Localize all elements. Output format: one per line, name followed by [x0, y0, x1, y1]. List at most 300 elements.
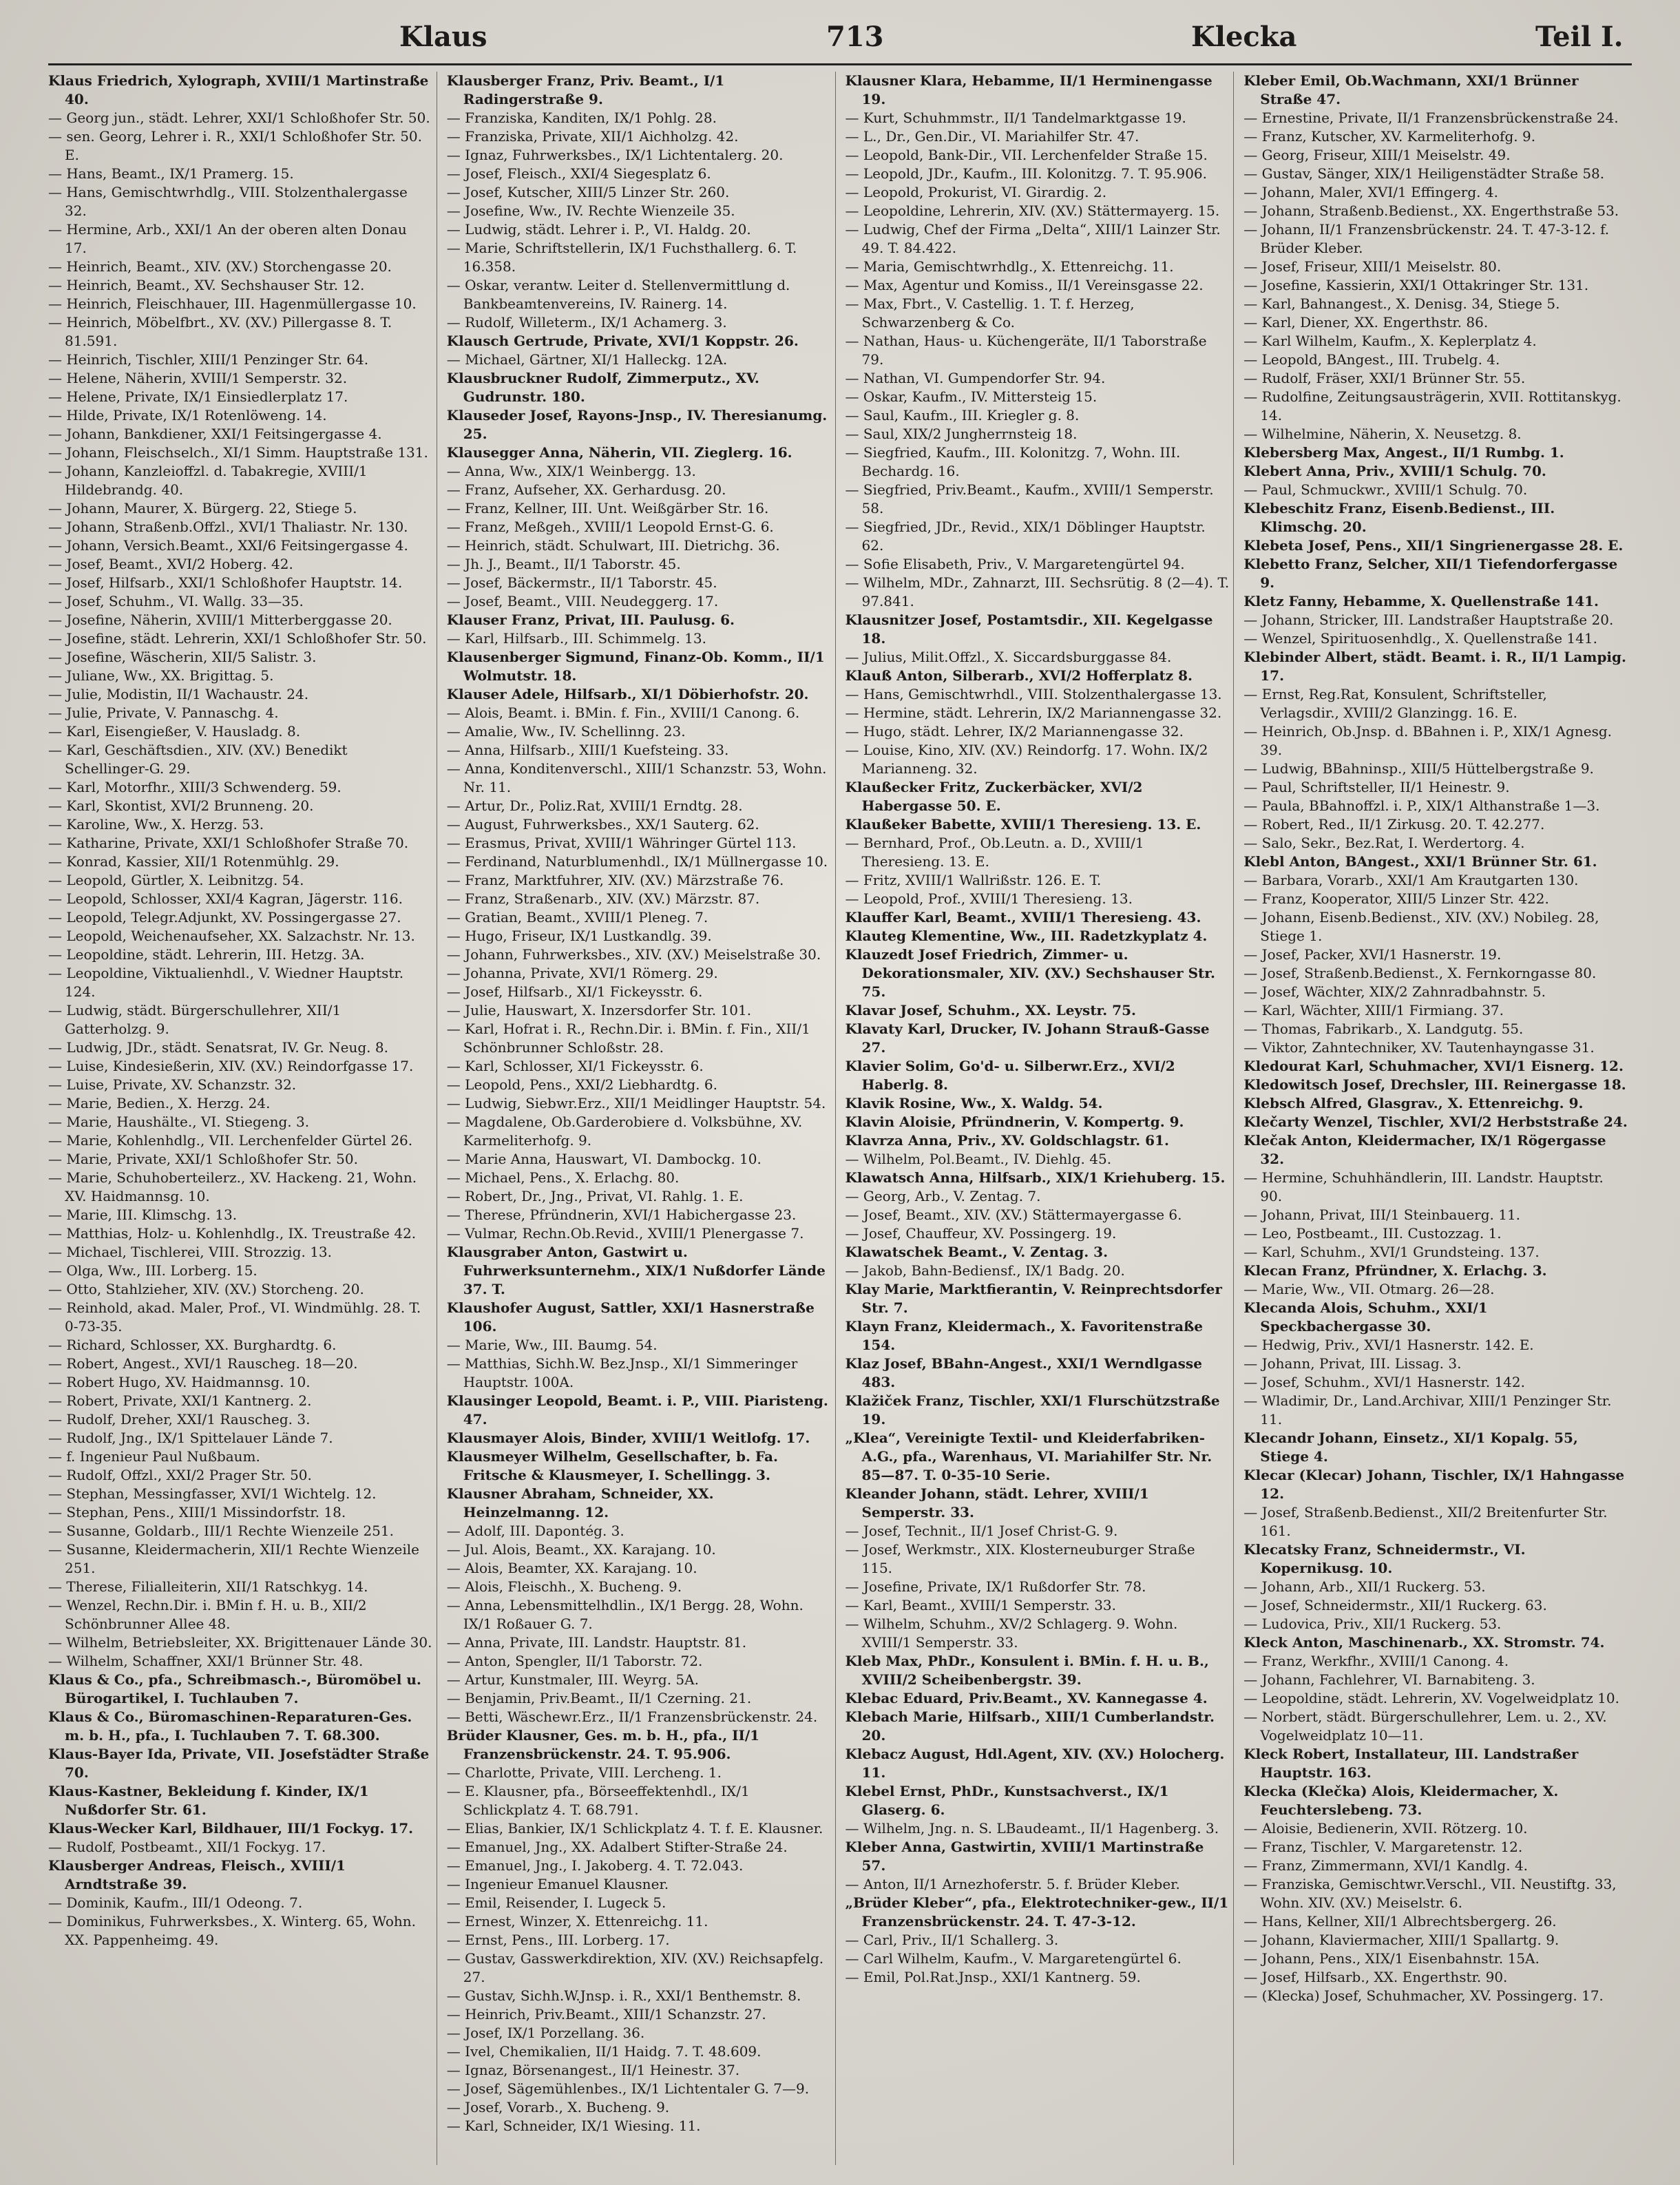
directory-entry: — Josef, Hilfsarb., XX. Engerthstr. 90. [1243, 1969, 1508, 1985]
directory-entry: — Karl, Hilfsarb., III. Schimmelg. 13. [446, 630, 706, 647]
part-label: Teil I. [1535, 21, 1624, 53]
directory-entry: — Georg jun., städt. Lehrer, XXI/1 Schloßhofer Str. 50. [48, 109, 430, 126]
directory-entry: — Heinrich, Ob.Jnsp. d. BBahnen i. P., XIX/1 Agnesg. 39. [1243, 723, 1612, 758]
directory-entry: — Josef, Werkmstr., XIX. Klosterneuburger Straße 115. [845, 1541, 1195, 1576]
directory-entry: — Rudolf, Dreher, XXI/1 Rauscheg. 3. [48, 1411, 311, 1428]
directory-entry: — Louise, Kino, XIV. (XV.) Reindorfg. 17. Wohn. IX/2 Marianneng. 32. [845, 742, 1208, 777]
directory-entry: — Josef, Straßenb.Bedienst., X. Fernkorngasse 80. [1243, 965, 1597, 981]
directory-entry: — Josef, Kutscher, XIII/5 Linzer Str. 260. [446, 184, 730, 200]
directory-entry: — Franziska, Kanditen, IX/1 Pohlg. 28. [446, 109, 717, 126]
directory-entry: Klecanda Alois, Schuhm., XXI/1 Speckbachergasse 30. [1243, 1299, 1488, 1335]
directory-entry: — Julius, Milit.Offzl., X. Siccardsburggasse 84. [845, 649, 1172, 665]
directory-entry: — Helene, Näherin, XVIII/1 Semperstr. 32. [48, 370, 348, 386]
directory-entry: — sen. Georg, Lehrer i. R., XXI/1 Schloßhofer Str. 50. E. [48, 128, 423, 163]
directory-entry: — Karl, Diener, XX. Engerthstr. 86. [1243, 314, 1489, 331]
directory-entry: — Ernest, Winzer, X. Ettenreichg. 11. [446, 1913, 708, 1930]
directory-entry: — Therese, Filialleiterin, XII/1 Ratschkyg. 14. [48, 1578, 368, 1595]
directory-entry: — Franz, Kellner, III. Unt. Weißgärber Str. 16. [446, 500, 769, 516]
directory-entry: Klay Marie, Marktfierantin, V. Reinprechtsdorfer Str. 7. [845, 1281, 1222, 1316]
directory-entry: Klawatschek Beamt., V. Zentag. 3. [845, 1244, 1109, 1260]
directory-entry: — Luise, Private, XV. Schanzstr. 32. [48, 1076, 297, 1093]
directory-entry: — Leopold, Prokurist, VI. Girardig. 2. [845, 184, 1107, 200]
directory-entry: Klecandr Johann, Einsetz., XI/1 Kopalg. 55, Stiege 4. [1243, 1430, 1578, 1465]
directory-entry: — Jakob, Bahn-Bediensf., IX/1 Badg. 20. [845, 1262, 1125, 1279]
directory-entry: — Josef, Vorarb., X. Bucheng. 9. [446, 2099, 670, 2115]
directory-entry: — Josef, Beamt., XVI/2 Hoberg. 42. [48, 556, 293, 572]
directory-entry: Klavar Josef, Schuhm., XX. Leystr. 75. [845, 1002, 1136, 1018]
directory-entry: — Karl, Hofrat i. R., Rechn.Dir. i. BMin. f. Fin., XII/1 Schönbrunner Schloßstr. 28. [446, 1021, 810, 1056]
directory-entry: Klaus-Kastner, Bekleidung f. Kinder, IX/1 Nußdorfer Str. 61. [48, 1783, 369, 1818]
directory-entry: — Rudolfine, Zeitungsausträgerin, XVII. Rottitanskyg. 14. [1243, 388, 1621, 424]
directory-entry: Klausgraber Anton, Gastwirt u. Fuhrwerksunternehm., XIX/1 Nußdorfer Lände 37. T. [446, 1244, 826, 1297]
directory-entry: — Ivel, Chemikalien, II/1 Haidg. 7. T. 48.609. [446, 2043, 762, 2060]
directory-entry: — Konrad, Kassier, XII/1 Rotenmühlg. 29. [48, 853, 339, 870]
directory-entry: — f. Ingenieur Paul Nußbaum. [48, 1448, 260, 1465]
column-2 [447, 72, 836, 2165]
directory-entry: — Karl, Eisengießer, V. Hausladg. 8. [48, 723, 301, 740]
directory-entry: — Norbert, städt. Bürgerschullehrer, Lem. u. 2., XV. Vogelweidplatz 10—11. [1243, 1708, 1607, 1744]
directory-entry: — Juliane, Ww., XX. Brigittag. 5. [48, 667, 274, 684]
directory-entry: — Georg, Arb., V. Zentag. 7. [845, 1188, 1041, 1204]
directory-entry: — Matthias, Sichh.W. Bez.Jnsp., XI/1 Simmeringer Hauptstr. 100A. [446, 1355, 798, 1390]
directory-entry: Kleber Emil, Ob.Wachmann, XXI/1 Brünner Straße 47. [1243, 72, 1579, 107]
directory-entry: — Josef, Beamt., VIII. Neudeggerg. 17. [446, 593, 719, 609]
directory-entry: — Jul. Alois, Beamt., XX. Karajang. 10. [446, 1541, 716, 1558]
directory-entry: — Josef, Hilfsarb., XI/1 Fickeysstr. 6. [446, 983, 703, 1000]
directory-entry: — Karl, Skontist, XVI/2 Brunneng. 20. [48, 797, 314, 814]
directory-entry: Klauseder Josef, Rayons-Jnsp., IV. Theresianumg. 25. [446, 407, 828, 442]
directory-entry: — Franziska, Private, XII/1 Aichholzg. 42. [446, 128, 739, 145]
directory-entry: Klavrza Anna, Priv., XV. Goldschlagstr. 61. [845, 1132, 1169, 1149]
directory-entry: Klaußeker Babette, XVIII/1 Theresieng. 13. E. [845, 816, 1201, 833]
header-rule [48, 63, 1632, 65]
directory-entry: — Johann, Privat, III. Lissag. 3. [1243, 1355, 1462, 1372]
directory-entry: — Wilhelmine, Näherin, X. Neusetzg. 8. [1243, 426, 1522, 442]
directory-entry: — Betti, Wäschewr.Erz., II/1 Franzensbrückenstr. 24. [446, 1708, 818, 1725]
directory-entry: — Josef, Chauffeur, XV. Possingerg. 19. [845, 1225, 1117, 1242]
directory-entry: — Karl, Schneider, IX/1 Wiesing. 11. [446, 2118, 701, 2134]
directory-entry: — Anton, II/1 Arnezhoferstr. 5. f. Brüder Kleber. [845, 1876, 1180, 1892]
directory-entry: — Rudolf, Jng., IX/1 Spittelauer Lände 7. [48, 1430, 333, 1446]
directory-entry: — Leopold, Bank-Dir., VII. Lerchenfelder Straße 15. [845, 147, 1208, 163]
directory-entry: Klausner Abraham, Schneider, XX. Heinzelmanng. 12. [446, 1485, 714, 1520]
directory-entry: Klecan Franz, Pfründner, X. Erlachg. 3. [1243, 1262, 1547, 1279]
directory-entry: — Ingenieur Emanuel Klausner. [446, 1876, 669, 1892]
directory-entry: — Karl, Beamt., XVIII/1 Semperstr. 33. [845, 1597, 1117, 1613]
directory-entry: — Hermine, Arb., XXI/1 An der oberen alten Donau 17. [48, 221, 407, 256]
directory-entry: — Franz, Werkfhr., XVIII/1 Canong. 4. [1243, 1653, 1509, 1669]
directory-entry: — Karl, Schlosser, XI/1 Fickeysstr. 6. [446, 1058, 704, 1074]
directory-entry: — Therese, Pfründnerin, XVI/1 Habichergasse 23. [446, 1206, 797, 1223]
directory-entry: Klausner Klara, Hebamme, II/1 Herminengasse 19. [845, 72, 1212, 107]
directory-entry: — Oskar, verantw. Leiter d. Stellenvermittlung d. Bankbeamtenvereins, IV. Rainerg. 14. [446, 277, 790, 312]
directory-entry: Klebel Ernst, PhDr., Kunstsachverst., IX/1 Glaserg. 6. [845, 1783, 1169, 1818]
directory-entry: — Ludwig, städt. Bürgerschullehrer, XII/1 Gatterholzg. 9. [48, 1002, 342, 1037]
directory-entry: — Josef, Schuhm., XVI/1 Hasnerstr. 142. [1243, 1374, 1525, 1390]
directory-entry: — Stephan, Messingfasser, XVI/1 Wichtelg. 12. [48, 1485, 377, 1502]
directory-entry: — Leopoldine, städt. Lehrerin, III. Hetzg. 3A. [48, 946, 365, 963]
directory-entry: Klawatsch Anna, Hilfsarb., XIX/1 Kriehuberg. 15. [845, 1169, 1226, 1186]
directory-entry: — Paul, Schriftsteller, II/1 Heinestr. 9. [1243, 779, 1510, 795]
directory-entry: — Helene, Private, IX/1 Einsiedlerplatz 17. [48, 388, 348, 405]
directory-entry: — Hilde, Private, IX/1 Rotenlöweng. 14. [48, 407, 327, 424]
directory-entry: — Johann, Fleischselch., XI/1 Simm. Hauptstraße 131. [48, 444, 428, 461]
directory-entry: — Hans, Kellner, XII/1 Albrechtsbergerg. 26. [1243, 1913, 1557, 1930]
directory-entry: — Franz, Kooperator, XIII/5 Linzer Str. 422. [1243, 890, 1549, 907]
directory-entry: — Salo, Sekr., Bez.Rat, I. Werdertorg. 4. [1243, 835, 1525, 851]
directory-entry: — Rudolf, Fräser, XXI/1 Brünner Str. 55. [1243, 370, 1526, 386]
directory-entry: — Ernestine, Private, II/1 Franzensbrückenstraße 24. [1243, 109, 1619, 126]
directory-entry: — Charlotte, Private, VIII. Lercheng. 1. [446, 1764, 722, 1781]
directory-entry: — Wilhelm, Jng. n. S. LBaudeamt., II/1 Hagenberg. 3. [845, 1820, 1219, 1837]
directory-entry: — Saul, XIX/2 Jungherrnsteig 18. [845, 426, 1078, 442]
directory-entry: — Emanuel, Jng., I. Jakoberg. 4. T. 72.043. [446, 1857, 744, 1874]
directory-entry: — Max, Agentur und Komiss., II/1 Vereinsgasse 22. [845, 277, 1204, 293]
directory-entry: — Ernst, Pens., III. Lorberg. 17. [446, 1932, 670, 1948]
directory-entry: — Ignaz, Börsenangest., II/1 Heinestr. 37. [446, 2062, 740, 2078]
directory-entry: — Ludwig, Chef der Firma „Delta“, XIII/1 Lainzer Str. 49. T. 84.422. [845, 221, 1221, 256]
directory-entry: — Marie, Bedien., X. Herzg. 24. [48, 1095, 271, 1111]
directory-entry: — Josef, Schuhm., VI. Wallg. 33—35. [48, 593, 304, 609]
directory-entry: — Reinhold, akad. Maler, Prof., VI. Windmühlg. 28. T. 0-73-35. [48, 1299, 421, 1335]
directory-entry: — Jh. J., Beamt., II/1 Taborstr. 45. [446, 556, 681, 572]
directory-entry: — Emil, Pol.Rat.Jnsp., XXI/1 Kantnerg. 59. [845, 1969, 1141, 1985]
directory-entry: — Heinrich, Tischler, XIII/1 Penzinger Str. 64. [48, 351, 369, 368]
directory-entry: — Wilhelm, Schaffner, XXI/1 Brünner Str. 48. [48, 1653, 364, 1669]
directory-entry: Klecka (Klečka) Alois, Kleidermacher, X. Feuchterslebeng. 73. [1243, 1783, 1559, 1818]
directory-entry: — Hugo, Friseur, IX/1 Lustkandlg. 39. [446, 928, 712, 944]
directory-entry: — Hans, Gemischtwrhdl., VIII. Stolzenthalergasse 13. [845, 686, 1222, 702]
directory-entry: Klaußecker Fritz, Zuckerbäcker, XVI/2 Habergasse 50. E. [845, 779, 1143, 814]
directory-entry: — Johann, Pens., XIX/1 Eisenbahnstr. 15A. [1243, 1950, 1540, 1967]
directory-entry: — Erasmus, Privat, XVIII/1 Währinger Gürtel 113. [446, 835, 797, 851]
directory-entry: — Marie, Schriftstellerin, IX/1 Fuchsthallerg. 6. T. 16.358. [446, 240, 797, 275]
directory-entry: — Marie Anna, Hauswart, VI. Dambockg. 10. [446, 1151, 762, 1167]
directory-entry: Klebach Marie, Hilfsarb., XIII/1 Cumberlandstr. 20. [845, 1708, 1215, 1744]
directory-entry: Klavin Aloisie, Pfründnerin, V. Kompertg. 9. [845, 1114, 1184, 1130]
directory-entry: — Amalie, Ww., IV. Schellinng. 23. [446, 723, 686, 740]
directory-entry: — Josef, Beamt., XIV. (XV.) Stättermayergasse 6. [845, 1206, 1182, 1223]
directory-entry: — Adolf, III. Dapontég. 3. [446, 1523, 624, 1539]
directory-entry: Klauß Anton, Silberarb., XVI/2 Hofferplatz 8. [845, 667, 1193, 684]
directory-entry: — Julie, Hauswart, X. Inzersdorfer Str. 101. [446, 1002, 752, 1018]
directory-entry: — Ludwig, Siebwr.Erz., XII/1 Meidlinger Hauptstr. 54. [446, 1095, 826, 1111]
directory-entry: Klauser Adele, Hilfsarb., XI/1 Döbierhofstr. 20. [446, 686, 809, 702]
directory-entry: — Marie, III. Klimschg. 13. [48, 1206, 238, 1223]
directory-entry: — Johann, II/1 Franzensbrückenstr. 24. T. 47-3-12. f. Brüder Kleber. [1243, 221, 1610, 256]
directory-entry: — Olga, Ww., III. Lorberg. 15. [48, 1262, 258, 1279]
directory-entry: — Maria, Gemischtwrhdlg., X. Ettenreichg. 11. [845, 258, 1174, 275]
directory-entry: — Heinrich, Fleischhauer, III. Hagenmüllergasse 10. [48, 295, 417, 312]
directory-entry: — Rudolf, Postbeamt., XII/1 Fockyg. 17. [48, 1839, 326, 1855]
directory-entry: — (Klecka) Josef, Schuhmacher, XV. Possingerg. 17. [1243, 1987, 1604, 2004]
directory-entry: — Karl, Motorfhr., XIII/3 Schwenderg. 59. [48, 779, 342, 795]
directory-entry: — Robert, Dr., Jng., Privat, VI. Rahlg. 1. E. [446, 1188, 744, 1204]
directory-entry: Klauffer Karl, Beamt., XVIII/1 Theresieng. 43. [845, 909, 1201, 926]
directory-entry: Klebacz August, Hdl.Agent, XIV. (XV.) Holocherg. 11. [845, 1746, 1225, 1781]
directory-entry: — Rudolf, Willeterm., IX/1 Achamerg. 3. [446, 314, 727, 331]
directory-entry: — Alois, Fleischh., X. Bucheng. 9. [446, 1578, 682, 1595]
directory-entry: Kleck Anton, Maschinenarb., XX. Stromstr. 74. [1243, 1634, 1605, 1651]
directory-entry: Klebersberg Max, Angest., II/1 Rumbg. 1. [1243, 444, 1564, 461]
directory-entry: — Leopoldine, städt. Lehrerin, XV. Vogelweidplatz 10. [1243, 1690, 1619, 1706]
directory-entry: — Emanuel, Jng., XX. Adalbert Stifter-Straße 24. [446, 1839, 788, 1855]
page-number: 713 [826, 21, 884, 53]
directory-entry: — Johann, Arb., XII/1 Ruckerg. 53. [1243, 1578, 1486, 1595]
directory-entry: — Leopold, Gürtler, X. Leibnitzg. 54. [48, 872, 304, 888]
directory-entry: Kleander Johann, städt. Lehrer, XVIII/1 Semperstr. 33. [845, 1485, 1149, 1520]
directory-entry: — Sofie Elisabeth, Priv., V. Margaretengürtel 94. [845, 556, 1185, 572]
directory-entry: Klečak Anton, Kleidermacher, IX/1 Rögergasse 32. [1243, 1132, 1606, 1167]
directory-entry: — Hermine, Schuhhändlerin, III. Landstr. Hauptstr. 90. [1243, 1169, 1604, 1204]
directory-entry: — Franz, Tischler, V. Margaretenstr. 12. [1243, 1839, 1523, 1855]
directory-entry: — Leopold, Weichenaufseher, XX. Salzachstr. Nr. 13. [48, 928, 415, 944]
directory-entry: — L., Dr., Gen.Dir., VI. Mariahilfer Str. 47. [845, 128, 1140, 145]
directory-entry: Klaus & Co., Büromaschinen-Reparaturen-Ges. m. b. H., pfa., I. Tuchlauben 7. T. 68.300. [48, 1708, 412, 1744]
directory-entry: — Rudolf, Offzl., XXI/2 Prager Str. 50. [48, 1467, 312, 1483]
directory-entry: — Fritz, XVIII/1 Wallrißstr. 126. E. T. [845, 872, 1102, 888]
directory-entry: Klausinger Leopold, Beamt. i. P., VIII. Piaristeng. 47. [446, 1392, 828, 1428]
directory-entry: — Josef, Technit., II/1 Josef Christ-G. 9. [845, 1523, 1118, 1539]
directory-entry: Klebert Anna, Priv., XVIII/1 Schulg. 70. [1243, 463, 1546, 479]
directory-entry: Klaz Josef, BBahn-Angest., XXI/1 Werndlgasse 483. [845, 1355, 1202, 1390]
directory-entry: — Anna, Konditenverschl., XIII/1 Schanzstr. 53, Wohn. Nr. 11. [446, 760, 827, 795]
directory-entry: Brüder Klausner, Ges. m. b. H., pfa., II/1 Franzensbrückenstr. 24. T. 95.906. [446, 1727, 760, 1762]
directory-entry: Klebl Anton, BAngest., XXI/1 Brünner Str. 61. [1243, 853, 1597, 870]
header-right-keyword: Klecka [1191, 21, 1297, 53]
directory-entry: Klauser Franz, Privat, III. Paulusg. 6. [446, 611, 735, 628]
directory-entry: — Wenzel, Spirituosenhdlg., X. Quellenstraße 141. [1243, 630, 1597, 647]
directory-entry: — Carl Wilhelm, Kaufm., V. Margaretengürtel 6. [845, 1950, 1182, 1967]
directory-entry: Klausberger Andreas, Fleisch., XVIII/1 Arndtstraße 39. [48, 1857, 346, 1892]
directory-entry: Klaus & Co., pfa., Schreibmasch.-, Büromöbel u. Bürogartikel, I. Tuchlauben 7. [48, 1671, 421, 1706]
directory-entry: — Johanna, Private, XVI/1 Römerg. 29. [446, 965, 718, 981]
directory-entry: — Julie, Modistin, II/1 Wachaustr. 24. [48, 686, 309, 702]
directory-entry: — Franz, Straßenarb., XIV. (XV.) Märzstr. 87. [446, 890, 760, 907]
directory-entry: Klavier Solim, Go'd- u. Silberwr.Erz., XVI/2 Haberlg. 8. [845, 1058, 1175, 1093]
directory-entry: — Richard, Schlosser, XX. Burghardtg. 6. [48, 1337, 337, 1353]
directory-entry: — Ludwig, BBahninsp., XIII/5 Hüttelbergstraße 9. [1243, 760, 1594, 777]
directory-entry: — Ludovica, Priv., XII/1 Ruckerg. 53. [1243, 1616, 1502, 1632]
directory-entry: — Wilhelm, Pol.Beamt., IV. Diehlg. 45. [845, 1151, 1112, 1167]
directory-entry: — Josef, Bäckermstr., II/1 Taborstr. 45. [446, 574, 717, 591]
directory-entry: — Robert, Private, XXI/1 Kantnerg. 2. [48, 1392, 312, 1409]
directory-entry: Kleck Robert, Installateur, III. Landstraßer Hauptstr. 163. [1243, 1746, 1579, 1781]
directory-entry: Klauteg Klementine, Ww., III. Radetzkyplatz 4. [845, 928, 1208, 944]
directory-entry: — Paul, Schmuckwr., XVIII/1 Schulg. 70. [1243, 481, 1528, 498]
directory-entry: — Franz, Aufseher, XX. Gerhardusg. 20. [446, 481, 726, 498]
directory-entry: — Johann, Kanzleioffzl. d. Tabakregie, XVIII/1 Hildebrandg. 40. [48, 463, 368, 498]
directory-entry: — Johann, Fachlehrer, VI. Barnabiteng. 3. [1243, 1671, 1535, 1688]
directory-entry: — Paula, BBahnoffzl. i. P., XIX/1 Althanstraße 1—3. [1243, 797, 1600, 814]
directory-entry: — Wenzel, Rechn.Dir. i. BMin f. H. u. B., XII/2 Schönbrunner Allee 48. [48, 1597, 367, 1632]
directory-entry: Klausbruckner Rudolf, Zimmerputz., XV. Gudrunstr. 180. [446, 370, 759, 405]
directory-entry: Kledourat Karl, Schuhmacher, XVI/1 Eisnerg. 12. [1243, 1058, 1624, 1074]
directory-entry: — Robert, Red., II/1 Zirkusg. 20. T. 42.277. [1243, 816, 1545, 833]
directory-entry: Klebetto Franz, Selcher, XII/1 Tiefendorfergasse 9. [1243, 556, 1618, 591]
directory-entry: Klausmeyer Wilhelm, Gesellschafter, b. Fa. Fritsche & Klausmeyer, I. Schellingg. 3. [446, 1448, 778, 1483]
directory-entry: — Marie, Private, XXI/1 Schloßhofer Str. 50. [48, 1151, 358, 1167]
directory-entry: Kleb Max, PhDr., Konsulent i. BMin. f. H. u. B., XVIII/2 Scheibenbergstr. 39. [845, 1653, 1209, 1688]
directory-entry: — Hugo, städt. Lehrer, IX/2 Mariannengasse 32. [845, 723, 1184, 740]
directory-entry: — Franz, Zimmermann, XVI/1 Kandlg. 4. [1243, 1857, 1529, 1874]
directory-entry: Klaus Friedrich, Xylograph, XVIII/1 Martinstraße 40. [48, 72, 429, 107]
directory-entry: — Hedwig, Priv., XVI/1 Hasnerstr. 142. E. [1243, 1337, 1534, 1353]
directory-entry: — Anna, Hilfsarb., XIII/1 Kuefsteing. 33. [446, 742, 729, 758]
directory-entry: — Josef, Packer, XVI/1 Hasnerstr. 19. [1243, 946, 1502, 963]
directory-entry: — Johann, Versich.Beamt., XXI/6 Feitsingergasse 4. [48, 537, 408, 554]
directory-entry: — Josefine, Näherin, XVIII/1 Mitterberggasse 20. [48, 611, 392, 628]
directory-entry: — Gratian, Beamt., XVIII/1 Pleneg. 7. [446, 909, 708, 926]
directory-entry: — Hermine, städt. Lehrerin, IX/2 Mariannengasse 32. [845, 704, 1222, 721]
column-1 [48, 72, 437, 2165]
directory-entry: — Karl Wilhelm, Kaufm., X. Keplerplatz 4. [1243, 333, 1537, 349]
directory-entry: — Emil, Reisender, I. Lugeck 5. [446, 1894, 666, 1911]
directory-entry: Klaushofer August, Sattler, XXI/1 Hasnerstraße 106. [446, 1299, 815, 1335]
directory-entry: — Elias, Bankier, IX/1 Schlickplatz 4. T. f. E. Klausner. [446, 1820, 823, 1837]
directory-entry: — Leopold, Pens., XXI/2 Liebhardtg. 6. [446, 1076, 717, 1093]
directory-entry: — Ludwig, JDr., städt. Senatsrat, IV. Gr. Neug. 8. [48, 1039, 388, 1056]
directory-entry: — Wladimir, Dr., Land.Archivar, XIII/1 Penzinger Str. 11. [1243, 1392, 1612, 1428]
directory-entry: — Josefine, Ww., IV. Rechte Wienzeile 35. [446, 202, 735, 219]
directory-entry: Kleber Anna, Gastwirtin, XVIII/1 Martinstraße 57. [845, 1839, 1204, 1874]
directory-entry: — Benjamin, Priv.Beamt., II/1 Czerning. 21. [446, 1690, 752, 1706]
directory-entry: Klausberger Franz, Priv. Beamt., I/1 Radingerstraße 9. [446, 72, 725, 107]
directory-entry: — Michael, Tischlerei, VIII. Strozzig. 13. [48, 1244, 333, 1260]
directory-entry: — Franziska, Gemischtwr.Verschl., VII. Neustiftg. 33, Wohn. XIV. (XV.) Meiselstr. 6. [1243, 1876, 1617, 1911]
directory-entry: Klaus-Wecker Karl, Bildhauer, III/1 Fockyg. 17. [48, 1820, 414, 1837]
directory-entry: — Dominikus, Fuhrwerksbes., X. Winterg. 65, Wohn. XX. Pappenheimg. 49. [48, 1913, 417, 1948]
directory-entry: — Siegfried, Kaufm., III. Kolonitzg. 7, Wohn. III. Bechardg. 16. [845, 444, 1181, 479]
directory-entry: — Franz, Marktfuhrer, XIV. (XV.) Märzstraße 76. [446, 872, 784, 888]
directory-entry: Klebeschitz Franz, Eisenb.Bedienst., III. Klimschg. 20. [1243, 500, 1555, 535]
directory-entry: — Josef, Schneidermstr., XII/1 Ruckerg. 63. [1243, 1597, 1547, 1613]
directory-entry: — Johann, Straßenb.Offzl., XVI/1 Thaliastr. Nr. 130. [48, 519, 408, 535]
directory-entry: — Alois, Beamt. i. BMin. f. Fin., XVIII/1 Canong. 6. [446, 704, 800, 721]
directory-entry: — Nathan, Haus- u. Küchengeräte, II/1 Taborstraße 79. [845, 333, 1207, 368]
columns-container [48, 72, 1632, 2165]
directory-entry: — Julie, Private, V. Pannaschg. 4. [48, 704, 279, 721]
directory-entry: — Vulmar, Rechn.Ob.Revid., XVIII/1 Plenergasse 7. [446, 1225, 804, 1242]
directory-entry: — Susanne, Goldarb., III/1 Rechte Wienzeile 251. [48, 1523, 394, 1539]
directory-entry: — Marie, Ww., III. Baumg. 54. [446, 1337, 658, 1353]
directory-entry: Klausenberger Sigmund, Finanz-Ob. Komm., II/1 Wolmutstr. 18. [446, 649, 825, 684]
directory-entry: — Heinrich, Möbelfbrt., XV. (XV.) Pillergasse 8. T. 81.591. [48, 314, 392, 349]
directory-entry: — Johann, Fuhrwerksbes., XIV. (XV.) Meiselstraße 30. [446, 946, 821, 963]
directory-entry: Klausmayer Alois, Binder, XVIII/1 Weitlofg. 17. [446, 1430, 810, 1446]
directory-entry: — Anton, Spengler, II/1 Taborstr. 72. [446, 1653, 703, 1669]
directory-entry: — Heinrich, Beamt., XV. Sechshauser Str. 12. [48, 277, 365, 293]
directory-entry: — Wilhelm, MDr., Zahnarzt, III. Sechsrütig. 8 (2—4). T. 97.841. [845, 574, 1230, 609]
header-left-keyword: Klaus [399, 21, 487, 53]
directory-entry: — Josefine, Private, IX/1 Rußdorfer Str. 78. [845, 1578, 1146, 1595]
directory-entry: — Josefine, städt. Lehrerin, XXI/1 Schloßhofer Str. 50. [48, 630, 427, 647]
directory-entry: — Gustav, Sichh.W.Jnsp. i. R., XXI/1 Benthemstr. 8. [446, 1987, 801, 2004]
directory-entry: — Thomas, Fabrikarb., X. Landgutg. 55. [1243, 1021, 1524, 1037]
directory-entry: — Gustav, Gasswerkdirektion, XIV. (XV.) Reichsapfelg. 27. [446, 1950, 824, 1985]
page-header [48, 21, 1632, 59]
directory-entry: — Johann, Bankdiener, XXI/1 Feitsingergasse 4. [48, 426, 382, 442]
directory-entry: — Barbara, Vorarb., XXI/1 Am Krautgarten 130. [1243, 872, 1579, 888]
directory-entry: — Aloisie, Bedienerin, XVII. Rötzerg. 10. [1243, 1820, 1528, 1837]
directory-entry: — Johann, Klaviermacher, XIII/1 Spallartg. 9. [1243, 1932, 1560, 1948]
directory-entry: — Josefine, Kassierin, XXI/1 Ottakringer Str. 131. [1243, 277, 1589, 293]
directory-entry: — Katharine, Private, XXI/1 Schloßhofer Straße 70. [48, 835, 409, 851]
directory-entry: — Luise, Kindesießerin, XIV. (XV.) Reindorfgasse 17. [48, 1058, 414, 1074]
directory-entry: — Leopoldine, Viktualienhdl., V. Wiedner Hauptstr. 124. [48, 965, 404, 1000]
directory-entry: — Marie, Kohlenhdlg., VII. Lerchenfelder Gürtel 26. [48, 1132, 413, 1149]
directory-entry: — Karoline, Ww., X. Herzg. 53. [48, 816, 264, 833]
directory-entry: — Karl, Schuhm., XVI/1 Grundsteing. 137. [1243, 1244, 1540, 1260]
column-4 [1243, 72, 1632, 2165]
directory-entry: — Robert Hugo, XV. Haidmannsg. 10. [48, 1374, 311, 1390]
directory-entry: — Dominik, Kaufm., III/1 Odeong. 7. [48, 1894, 303, 1911]
directory-entry: — Josef, IX/1 Porzellang. 36. [446, 2025, 645, 2041]
directory-entry: — Matthias, Holz- u. Kohlenhdlg., IX. Treustraße 42. [48, 1225, 417, 1242]
directory-entry: Klebsch Alfred, Glasgrav., X. Ettenreichg. 9. [1243, 1095, 1584, 1111]
directory-entry: — Karl, Wächter, XIII/1 Firmiang. 37. [1243, 1002, 1504, 1018]
directory-entry: — Saul, Kaufm., III. Kriegler g. 8. [845, 407, 1080, 424]
directory-entry: Klecar (Klecar) Johann, Tischler, IX/1 Hahngasse 12. [1243, 1467, 1625, 1502]
directory-entry: — Ferdinand, Naturblumenhdl., IX/1 Müllnergasse 10. [446, 853, 828, 870]
directory-entry: Klecatsky Franz, Schneidermstr., VI. Kopernikusg. 10. [1243, 1541, 1526, 1576]
directory-entry: — Nathan, VI. Gumpendorfer Str. 94. [845, 370, 1106, 386]
directory-entry: — Kurt, Schuhmmstr., II/1 Tandelmarktgasse 19. [845, 109, 1186, 126]
directory-entry: — Ernst, Reg.Rat, Konsulent, Schriftsteller, Verlagsdir., XVIII/2 Glanzingg. 16. E. [1243, 686, 1547, 721]
directory-entry: Klažiček Franz, Tischler, XXI/1 Flurschützstraße 19. [845, 1392, 1220, 1428]
directory-entry: — Magdalene, Ob.Garderobiere d. Volksbühne, XV. Karmeliterhofg. 9. [446, 1114, 803, 1149]
directory-entry: — Leopold, Schlosser, XXI/4 Kagran, Jägerstr. 116. [48, 890, 403, 907]
column-3 [846, 72, 1235, 2165]
directory-entry: Klauzedt Josef Friedrich, Zimmer- u. Dekorationsmaler, XIV. (XV.) Sechshauser Str. 75. [845, 946, 1215, 1000]
directory-entry: — Stephan, Pens., XIII/1 Missindorfstr. 18. [48, 1504, 346, 1520]
directory-entry: — Viktor, Zahntechniker, XV. Tautenhayngasse 31. [1243, 1039, 1595, 1056]
directory-entry: — Alois, Beamter, XX. Karajang. 10. [446, 1560, 697, 1576]
directory-entry: — Anna, Ww., XIX/1 Weinbergg. 13. [446, 463, 696, 479]
directory-entry: — Josef, Wächter, XIX/2 Zahnradbahnstr. 5. [1243, 983, 1546, 1000]
directory-entry: Klausnitzer Josef, Postamtsdir., XII. Kegelgasse 18. [845, 611, 1213, 647]
directory-entry: — Leo, Postbeamt., III. Custozzag. 1. [1243, 1225, 1502, 1242]
directory-entry: — Marie, Ww., VII. Otmarg. 26—28. [1243, 1281, 1495, 1297]
directory-entry: Klayn Franz, Kleidermach., X. Favoritenstraße 154. [845, 1318, 1204, 1353]
directory-entry: — Michael, Gärtner, XI/1 Halleckg. 12A. [446, 351, 728, 368]
directory-entry: — Gustav, Sänger, XIX/1 Heiligenstädter Straße 58. [1243, 165, 1605, 182]
directory-entry: — Ignaz, Fuhrwerksbes., IX/1 Lichtentalerg. 20. [446, 147, 784, 163]
directory-entry: — Heinrich, städt. Schulwart, III. Dietrichg. 36. [446, 537, 780, 554]
directory-entry: — Marie, Haushälte., VI. Stiegeng. 3. [48, 1114, 310, 1130]
directory-entry: — Franz, Kutscher, XV. Karmeliterhofg. 9. [1243, 128, 1536, 145]
directory-entry: — Leopold, Telegr.Adjunkt, XV. Possingergasse 27. [48, 909, 401, 926]
directory-entry: — Leopold, BAngest., III. Trubelg. 4. [1243, 351, 1500, 368]
directory-entry: Klavik Rosine, Ww., X. Waldg. 54. [845, 1095, 1103, 1111]
directory-entry: — August, Fuhrwerksbes., XX/1 Sauterg. 62. [446, 816, 759, 833]
directory-entry: — Wilhelm, Betriebsleiter, XX. Brigittenauer Lände 30. [48, 1634, 432, 1651]
directory-entry: — Anna, Private, III. Landstr. Hauptstr. 81. [446, 1634, 747, 1651]
directory-entry: — Heinrich, Beamt., XIV. (XV.) Storchengasse 20. [48, 258, 392, 275]
directory-entry: Klebac Eduard, Priv.Beamt., XV. Kannegasse 4. [845, 1690, 1208, 1706]
directory-entry: — Bernhard, Prof., Ob.Leutn. a. D., XVIII/1 Theresieng. 13. E. [845, 835, 1144, 870]
directory-entry: Kledowitsch Josef, Drechsler, III. Reinergasse 18. [1243, 1076, 1626, 1093]
directory-entry: — Josef, Sägemühlenbes., IX/1 Lichtentaler G. 7—9. [446, 2080, 810, 2097]
directory-entry: — Michael, Pens., X. Erlachg. 80. [446, 1169, 680, 1186]
directory-entry: — Leopoldine, Lehrerin, XIV. (XV.) Stättermayerg. 15. [845, 202, 1220, 219]
directory-entry: „Klea“, Vereinigte Textil- und Kleiderfabriken-A.G., pfa., Warenhaus, VI. Mariahilfer Str. Nr. 85—87. T. 0-35-10 Serie. [845, 1430, 1212, 1483]
directory-entry: — Siegfried, JDr., Revid., XIX/1 Döblinger Hauptstr. 62. [845, 519, 1206, 554]
directory-entry: Klebeta Josef, Pens., XII/1 Singrienergasse 28. E. [1243, 537, 1624, 554]
directory-entry: Klausch Gertrude, Private, XVI/1 Koppstr. 26. [446, 333, 799, 349]
directory-entry: — Franz, Meßgeh., XVIII/1 Leopold Ernst-G. 6. [446, 519, 774, 535]
directory-entry: „Brüder Kleber“, pfa., Elektrotechniker-gew., II/1 Franzensbrückenstr. 24. T. 47-3-12. [845, 1894, 1229, 1930]
